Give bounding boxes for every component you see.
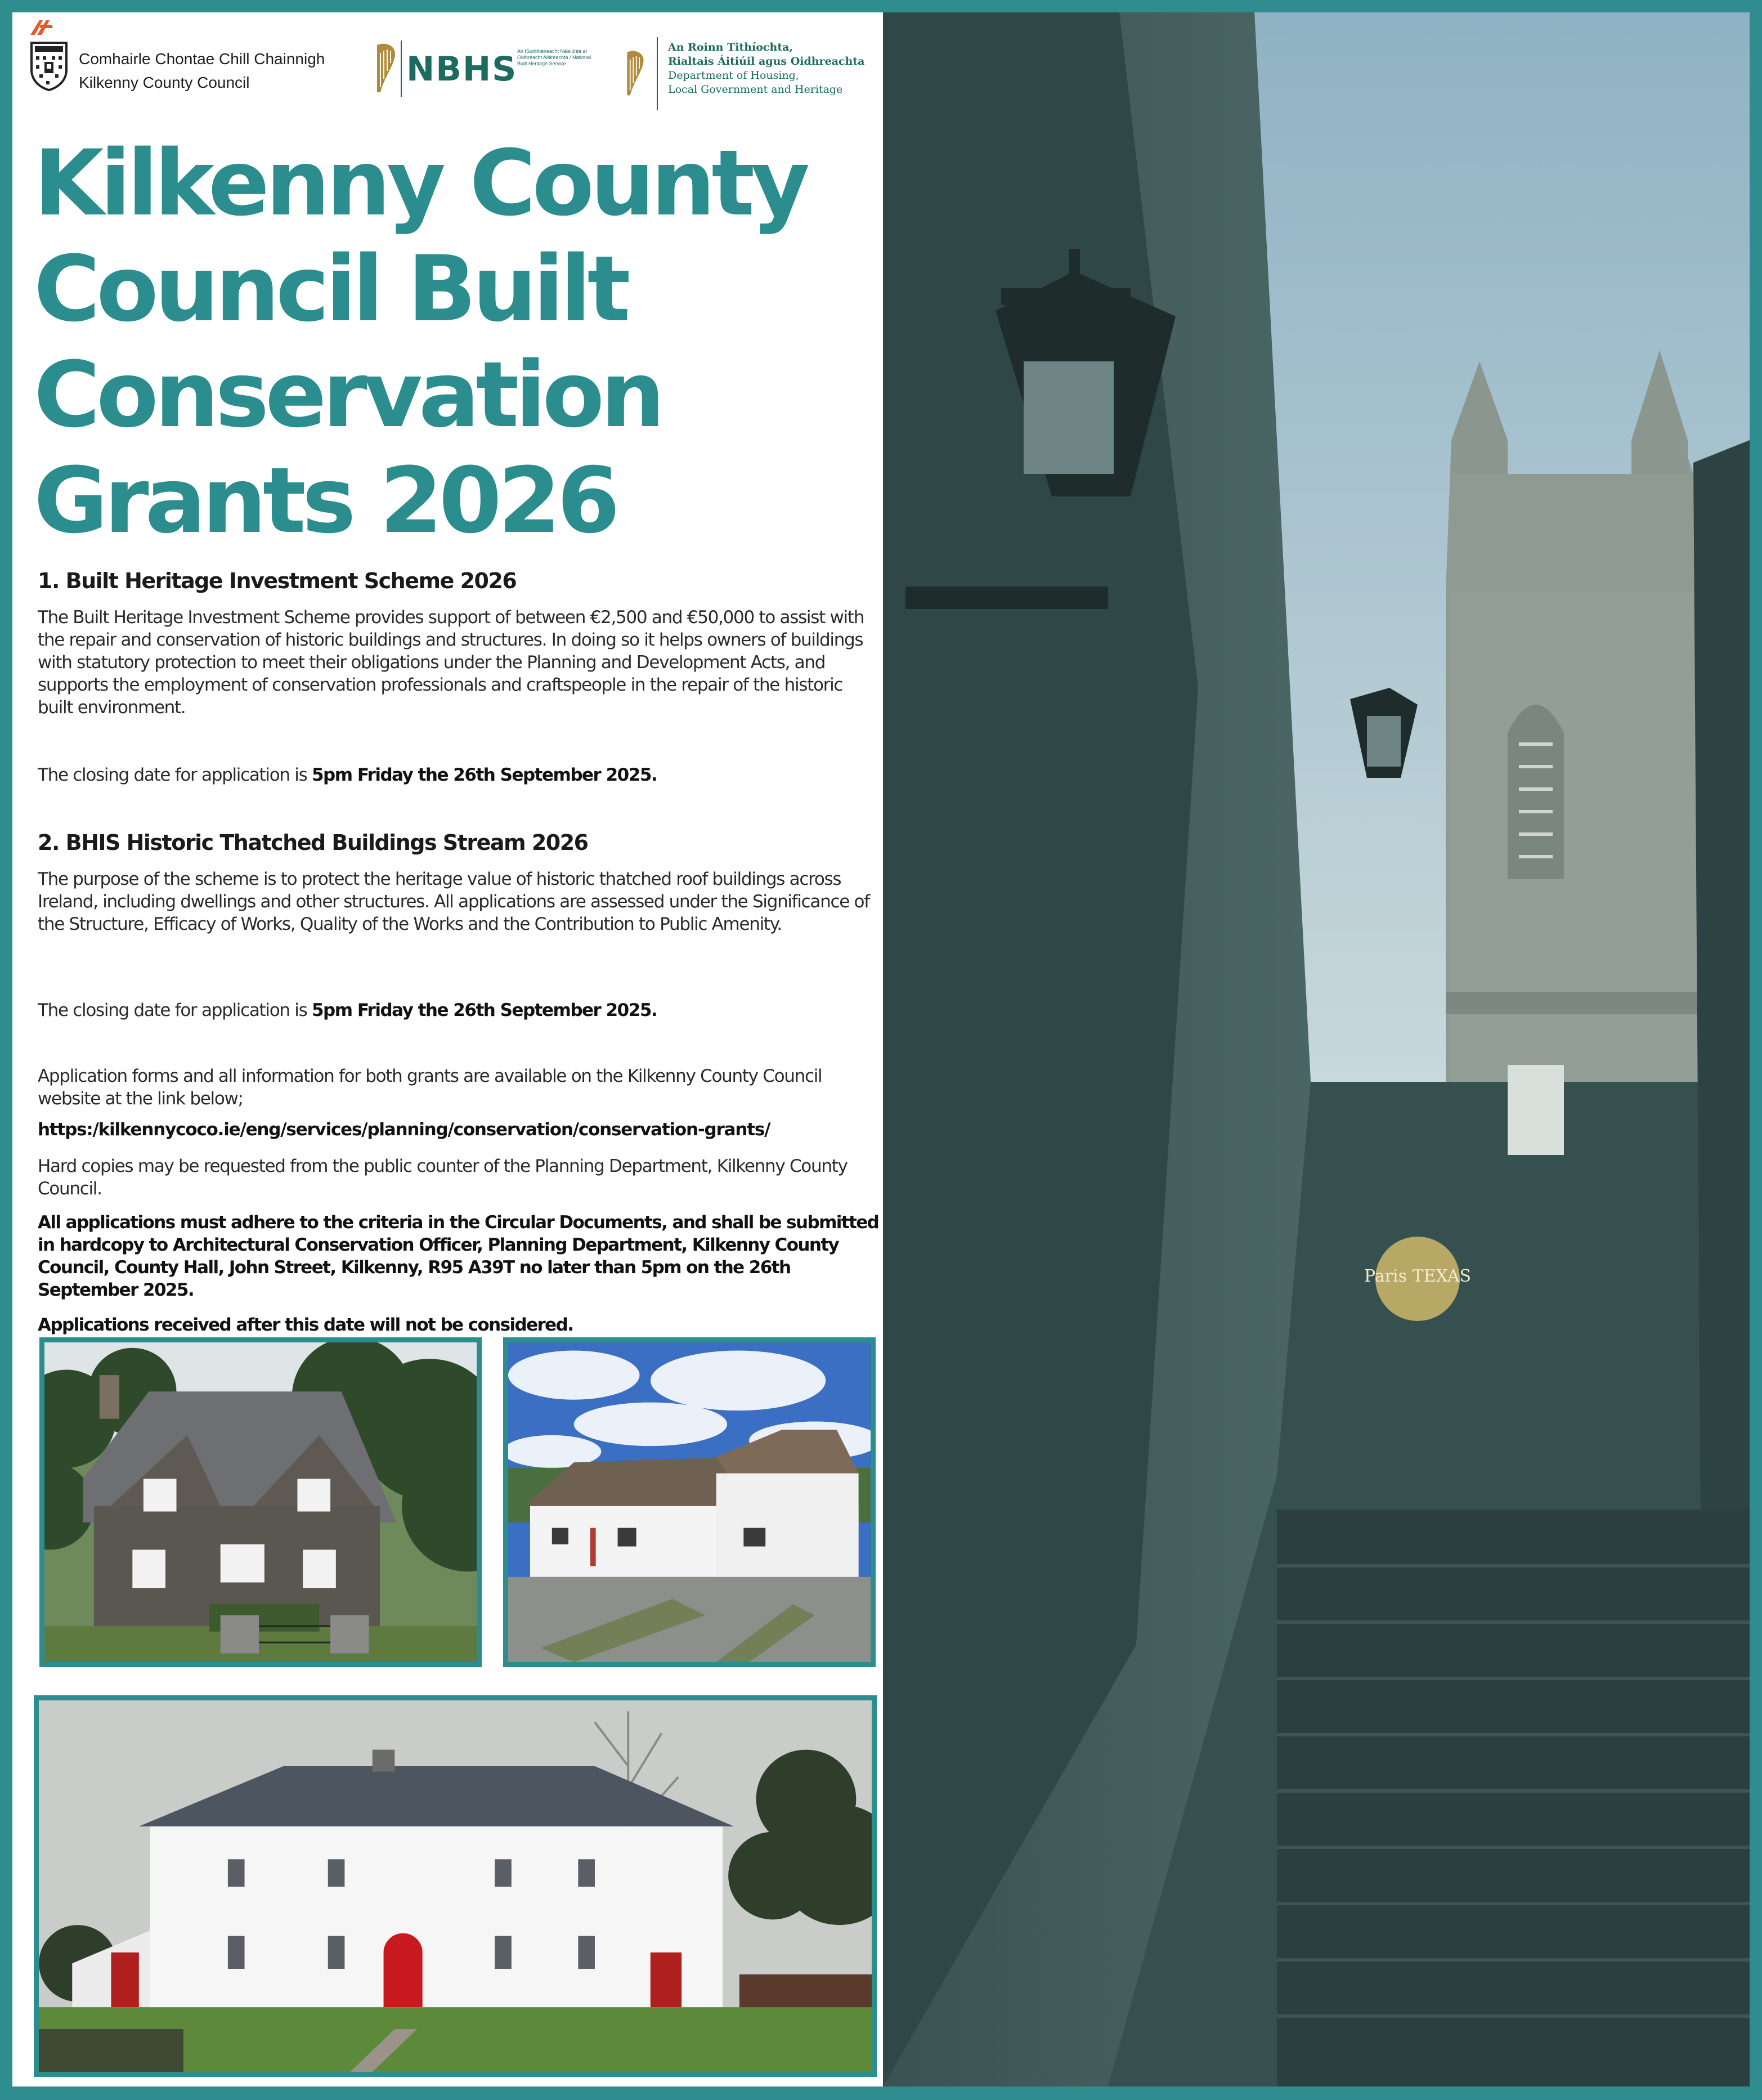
kilkenny-council-mark-icon	[29, 17, 54, 36]
forms-info: Application forms and all information for both grants are available on the Kilkenny County Council website at the link below;	[38, 1066, 822, 1109]
nbhs-logo-text: NBHS	[406, 50, 518, 89]
title-line-4: Grants 2026	[34, 448, 616, 553]
title-line-2: Council Built	[34, 236, 627, 342]
poster-title	[34, 131, 867, 554]
section1-closing-date: 5pm Friday the 26th September 2025.	[311, 765, 657, 785]
section1-closing-prefix: The closing date for application is	[38, 765, 312, 785]
header-divider-dept	[657, 37, 658, 110]
council-crest-icon	[29, 41, 69, 91]
harp-icon	[373, 42, 398, 96]
title-line-3: Conservation	[34, 342, 661, 447]
section2-closing-prefix: The closing date for application is	[38, 1000, 312, 1020]
nbhs-subtitle: An tSuirbhéireacht Náisiúnta ar Oidhreacht Ailtireachta / National Built Heritage Service	[517, 48, 591, 66]
dept-irish-line1: An Roinn Tithíochta,	[668, 41, 793, 53]
lane-church-photo	[883, 12, 1750, 2086]
section1-body: The Built Heritage Investment Scheme provides support of between €2,500 and €50,000 to assist with the repair and conservation of historic buildings and structures. In doing so it helps owners of buildings with statutory protection to meet their obligations under the Planning and Development Acts, and supports the employment of conservation professionals and craftspeople in the repair of the historic built environment.	[38, 607, 864, 718]
stone-house-photo	[39, 1337, 482, 1667]
large-house-photo	[34, 1695, 877, 2077]
section1-closing	[38, 764, 876, 786]
section2-closing	[38, 999, 876, 1022]
department-name-block	[668, 41, 864, 97]
text-panel	[12, 12, 883, 2086]
dept-english-line1: Department of Housing,	[668, 69, 799, 82]
hard-copies-info: Hard copies may be requested from the public counter of the Planning Department, Kilkenny County Council.	[38, 1156, 848, 1199]
title-line-1: Kilkenny County	[34, 131, 806, 236]
dept-irish-line2: Rialtais Áitiúil agus Oidhreachta	[668, 55, 865, 68]
council-name-block	[79, 47, 325, 95]
council-name-english: Kilkenny County Council	[79, 74, 250, 91]
hanging-sign-text: Paris TEXAS	[1364, 1266, 1472, 1286]
harp-icon-dept	[623, 48, 647, 99]
criteria-notice: All applications must adhere to the criteria in the Circular Documents, and shall be submitted in hardcopy to Architectural Conservation Officer, Planning Department, Kilkenny County Council, County Hall, John Street, Kilkenny, R95 A39T no later than 5pm on the 26th September 2025.	[38, 1212, 879, 1300]
lane-church-illustration	[883, 12, 1750, 2086]
dept-english-line2: Local Government and Heritage	[668, 83, 843, 96]
section2-closing-date: 5pm Friday the 26th September 2025.	[311, 1000, 657, 1020]
council-name-irish: Comhairle Chontae Chill Chainnigh	[79, 50, 325, 68]
thatched-cottage-photo	[503, 1337, 876, 1667]
grants-link[interactable]: https:/kilkennycoco.ie/eng/services/planning/conservation/conservation-grants/	[38, 1120, 770, 1140]
section1-heading: 1. Built Heritage Investment Scheme 2026	[38, 568, 517, 593]
section2-body: The purpose of the scheme is to protect the heritage value of historic thatched roof buildings across Ireland, including dwellings and other structures. All applications are assessed under the Significance of the Structure, Efficacy of Works, Quality of the Works and the Contribution to Public Amenity.	[38, 869, 869, 934]
section2-heading: 2. BHIS Historic Thatched Buildings Stream 2026	[38, 830, 588, 855]
late-notice: Applications received after this date will not be considered.	[38, 1315, 573, 1335]
header-divider-nbhs	[401, 41, 402, 97]
